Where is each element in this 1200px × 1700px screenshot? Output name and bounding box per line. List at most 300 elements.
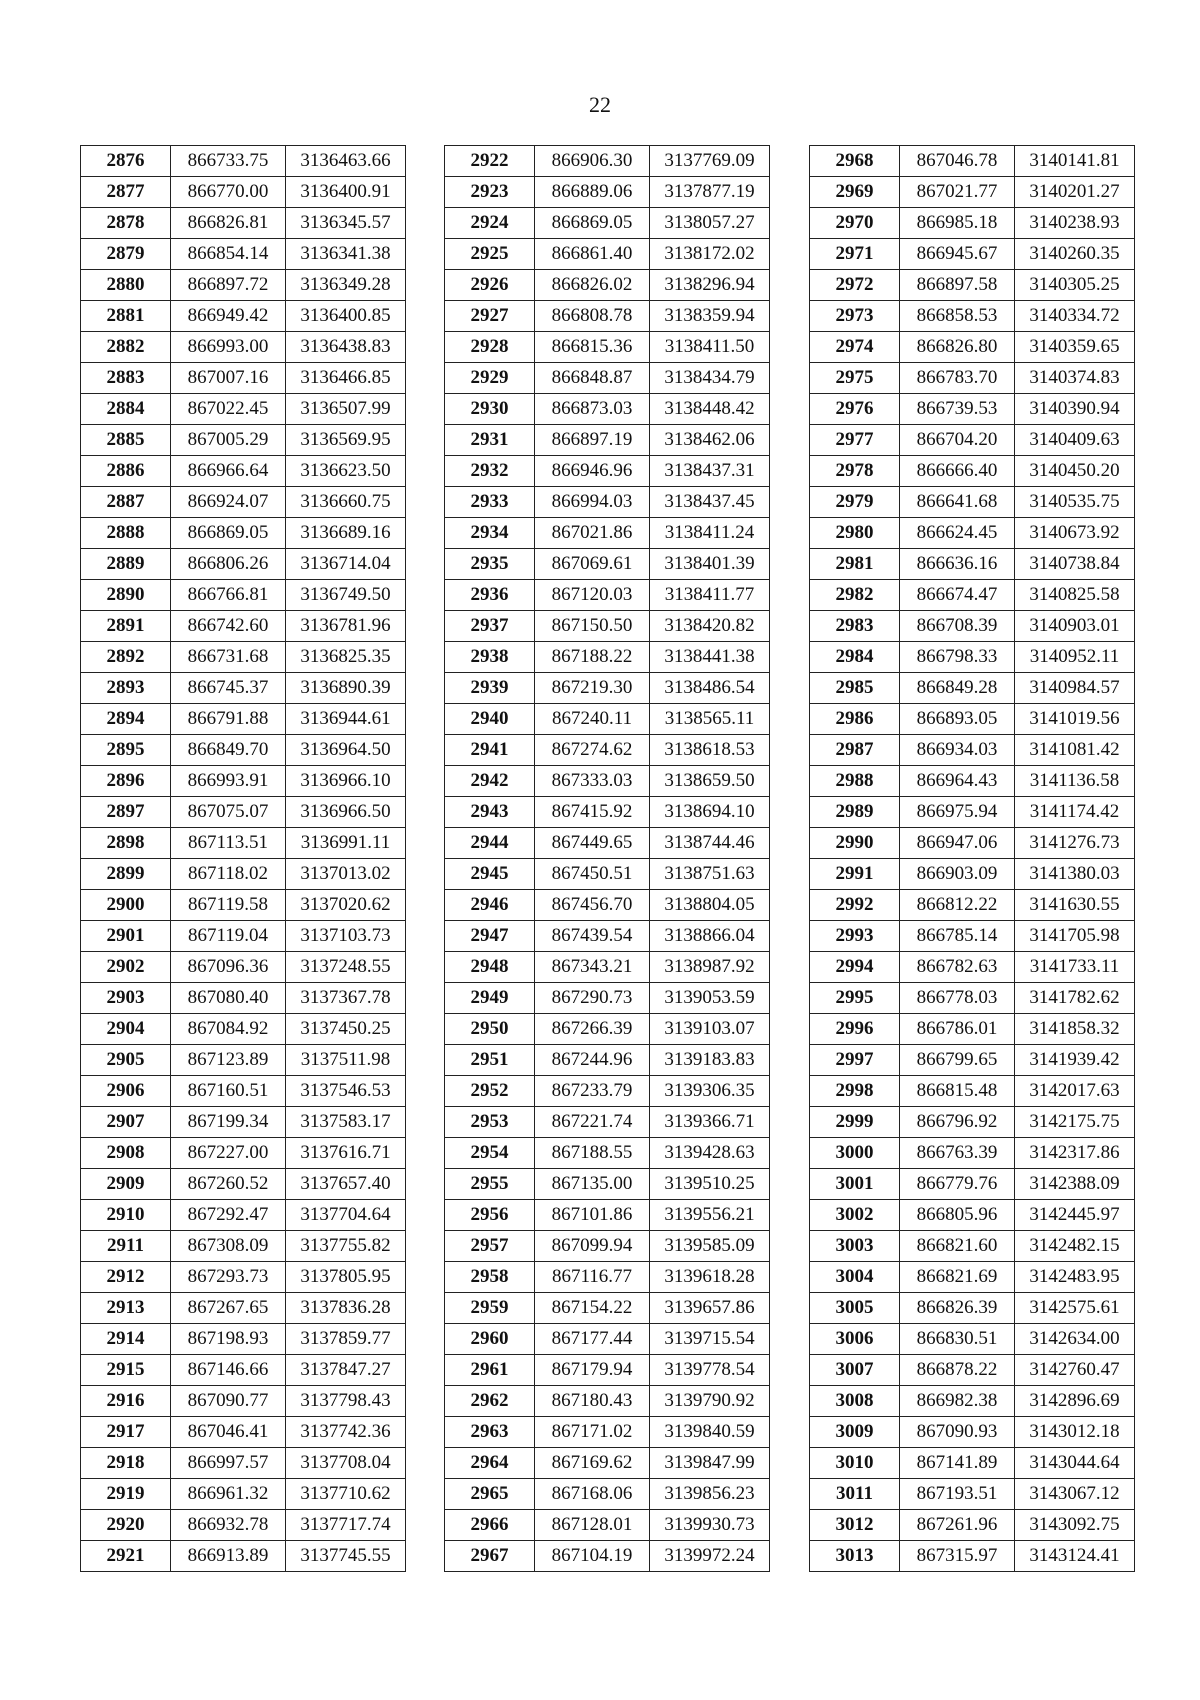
coordinate-table-2 [444, 145, 770, 1572]
y-coordinate: 3140450.20 [1015, 456, 1135, 487]
point-number: 3004 [810, 1262, 900, 1293]
table-row [81, 487, 406, 518]
table-row [445, 518, 770, 549]
y-coordinate: 3141174.42 [1015, 797, 1135, 828]
y-coordinate: 3138448.42 [650, 394, 770, 425]
point-number: 2981 [810, 549, 900, 580]
table-row [81, 828, 406, 859]
table-row [81, 177, 406, 208]
y-coordinate: 3139972.24 [650, 1541, 770, 1572]
point-number: 2878 [81, 208, 171, 239]
x-coordinate: 867240.11 [535, 704, 650, 735]
point-number: 2977 [810, 425, 900, 456]
table-row [445, 983, 770, 1014]
x-coordinate: 866906.30 [535, 146, 650, 177]
y-coordinate: 3139183.83 [650, 1045, 770, 1076]
x-coordinate: 866815.36 [535, 332, 650, 363]
x-coordinate: 866889.06 [535, 177, 650, 208]
point-number: 2905 [81, 1045, 171, 1076]
y-coordinate: 3138987.92 [650, 952, 770, 983]
y-coordinate: 3139053.59 [650, 983, 770, 1014]
y-coordinate: 3138462.06 [650, 425, 770, 456]
point-number: 2956 [445, 1200, 535, 1231]
table-row [810, 177, 1135, 208]
point-number: 2913 [81, 1293, 171, 1324]
point-number: 2883 [81, 363, 171, 394]
point-number: 2946 [445, 890, 535, 921]
y-coordinate: 3138359.94 [650, 301, 770, 332]
y-coordinate: 3137546.53 [286, 1076, 406, 1107]
table-row [810, 1510, 1135, 1541]
y-coordinate: 3136438.83 [286, 332, 406, 363]
x-coordinate: 867080.40 [171, 983, 286, 1014]
point-number: 2964 [445, 1448, 535, 1479]
table-row [810, 828, 1135, 859]
x-coordinate: 867169.62 [535, 1448, 650, 1479]
point-number: 2960 [445, 1324, 535, 1355]
table-row [81, 270, 406, 301]
y-coordinate: 3138565.11 [650, 704, 770, 735]
x-coordinate: 867123.89 [171, 1045, 286, 1076]
y-coordinate: 3137745.55 [286, 1541, 406, 1572]
x-coordinate: 867267.65 [171, 1293, 286, 1324]
table-row [445, 797, 770, 828]
y-coordinate: 3141136.58 [1015, 766, 1135, 797]
x-coordinate: 866913.89 [171, 1541, 286, 1572]
y-coordinate: 3136781.96 [286, 611, 406, 642]
y-coordinate: 3139840.59 [650, 1417, 770, 1448]
point-number: 2894 [81, 704, 171, 735]
y-coordinate: 3136345.57 [286, 208, 406, 239]
point-number: 3010 [810, 1448, 900, 1479]
point-number: 2882 [81, 332, 171, 363]
y-coordinate: 3139585.09 [650, 1231, 770, 1262]
x-coordinate: 866945.67 [900, 239, 1015, 270]
x-coordinate: 867146.66 [171, 1355, 286, 1386]
x-coordinate: 867116.77 [535, 1262, 650, 1293]
table-row [81, 611, 406, 642]
table-row [810, 146, 1135, 177]
table-row [810, 518, 1135, 549]
x-coordinate: 867449.65 [535, 828, 650, 859]
point-number: 2997 [810, 1045, 900, 1076]
point-number: 2889 [81, 549, 171, 580]
table-row [81, 1138, 406, 1169]
point-number: 2903 [81, 983, 171, 1014]
x-coordinate: 867084.92 [171, 1014, 286, 1045]
x-coordinate: 866861.40 [535, 239, 650, 270]
y-coordinate: 3140305.25 [1015, 270, 1135, 301]
point-number: 2877 [81, 177, 171, 208]
point-number: 2926 [445, 270, 535, 301]
y-coordinate: 3136944.61 [286, 704, 406, 735]
table-row [81, 1386, 406, 1417]
table-row [81, 921, 406, 952]
point-number: 2993 [810, 921, 900, 952]
y-coordinate: 3141380.03 [1015, 859, 1135, 890]
point-number: 2989 [810, 797, 900, 828]
point-number: 2978 [810, 456, 900, 487]
y-coordinate: 3139778.54 [650, 1355, 770, 1386]
x-coordinate: 866666.40 [900, 456, 1015, 487]
x-coordinate: 867188.55 [535, 1138, 650, 1169]
x-coordinate: 866799.65 [900, 1045, 1015, 1076]
table-row [81, 1324, 406, 1355]
table-row [810, 1479, 1135, 1510]
point-number: 2984 [810, 642, 900, 673]
point-number: 2991 [810, 859, 900, 890]
table-row [445, 270, 770, 301]
x-coordinate: 866826.39 [900, 1293, 1015, 1324]
x-coordinate: 866878.22 [900, 1355, 1015, 1386]
x-coordinate: 866826.02 [535, 270, 650, 301]
point-number: 2976 [810, 394, 900, 425]
x-coordinate: 867260.52 [171, 1169, 286, 1200]
y-coordinate: 3143092.75 [1015, 1510, 1135, 1541]
x-coordinate: 867101.86 [535, 1200, 650, 1231]
x-coordinate: 866821.60 [900, 1231, 1015, 1262]
y-coordinate: 3138618.53 [650, 735, 770, 766]
table-row [81, 704, 406, 735]
x-coordinate: 866641.68 [900, 487, 1015, 518]
x-coordinate: 867188.22 [535, 642, 650, 673]
point-number: 3003 [810, 1231, 900, 1262]
point-number: 3006 [810, 1324, 900, 1355]
point-number: 2938 [445, 642, 535, 673]
table-row [810, 301, 1135, 332]
y-coordinate: 3138172.02 [650, 239, 770, 270]
point-number: 2994 [810, 952, 900, 983]
y-coordinate: 3140201.27 [1015, 177, 1135, 208]
table-row [445, 642, 770, 673]
point-number: 2923 [445, 177, 535, 208]
table-row [445, 1479, 770, 1510]
x-coordinate: 867075.07 [171, 797, 286, 828]
table-row [81, 983, 406, 1014]
table-row [81, 208, 406, 239]
table-row [445, 1510, 770, 1541]
x-coordinate: 866924.07 [171, 487, 286, 518]
table-row [810, 487, 1135, 518]
x-coordinate: 866964.43 [900, 766, 1015, 797]
x-coordinate: 866997.57 [171, 1448, 286, 1479]
x-coordinate: 867135.00 [535, 1169, 650, 1200]
x-coordinate: 867233.79 [535, 1076, 650, 1107]
y-coordinate: 3137877.19 [650, 177, 770, 208]
point-number: 2884 [81, 394, 171, 425]
x-coordinate: 867069.61 [535, 549, 650, 580]
y-coordinate: 3138441.38 [650, 642, 770, 673]
point-number: 3005 [810, 1293, 900, 1324]
table-row [445, 1541, 770, 1572]
y-coordinate: 3140952.11 [1015, 642, 1135, 673]
table-row [81, 735, 406, 766]
x-coordinate: 866975.94 [900, 797, 1015, 828]
point-number: 2939 [445, 673, 535, 704]
table-row [810, 1386, 1135, 1417]
y-coordinate: 3138437.31 [650, 456, 770, 487]
table-row [81, 1014, 406, 1045]
x-coordinate: 867292.47 [171, 1200, 286, 1231]
table-row [445, 146, 770, 177]
table-row [81, 239, 406, 270]
point-number: 2972 [810, 270, 900, 301]
point-number: 2941 [445, 735, 535, 766]
point-number: 3008 [810, 1386, 900, 1417]
point-number: 2952 [445, 1076, 535, 1107]
y-coordinate: 3137717.74 [286, 1510, 406, 1541]
point-number: 2916 [81, 1386, 171, 1417]
y-coordinate: 3137616.71 [286, 1138, 406, 1169]
table-row [445, 828, 770, 859]
point-number: 2908 [81, 1138, 171, 1169]
table-row [810, 642, 1135, 673]
x-coordinate: 867171.02 [535, 1417, 650, 1448]
point-number: 2897 [81, 797, 171, 828]
table-row [445, 1324, 770, 1355]
x-coordinate: 866932.78 [171, 1510, 286, 1541]
point-number: 2919 [81, 1479, 171, 1510]
y-coordinate: 3140334.72 [1015, 301, 1135, 332]
table-row [810, 270, 1135, 301]
table-row [81, 1448, 406, 1479]
y-coordinate: 3138694.10 [650, 797, 770, 828]
point-number: 2898 [81, 828, 171, 859]
table-row [445, 394, 770, 425]
x-coordinate: 866897.19 [535, 425, 650, 456]
table-row [810, 239, 1135, 270]
x-coordinate: 866779.76 [900, 1169, 1015, 1200]
y-coordinate: 3136623.50 [286, 456, 406, 487]
point-number: 3001 [810, 1169, 900, 1200]
y-coordinate: 3141733.11 [1015, 952, 1135, 983]
x-coordinate: 866708.39 [900, 611, 1015, 642]
x-coordinate: 866815.48 [900, 1076, 1015, 1107]
table-row [445, 301, 770, 332]
x-coordinate: 866869.05 [535, 208, 650, 239]
y-coordinate: 3141939.42 [1015, 1045, 1135, 1076]
y-coordinate: 3136890.39 [286, 673, 406, 704]
x-coordinate: 867090.93 [900, 1417, 1015, 1448]
x-coordinate: 866766.81 [171, 580, 286, 611]
table-row [445, 673, 770, 704]
point-number: 2986 [810, 704, 900, 735]
x-coordinate: 867046.78 [900, 146, 1015, 177]
table-row [445, 1014, 770, 1045]
x-coordinate: 866624.45 [900, 518, 1015, 549]
point-number: 2973 [810, 301, 900, 332]
y-coordinate: 3142482.15 [1015, 1231, 1135, 1262]
point-number: 3000 [810, 1138, 900, 1169]
point-number: 2896 [81, 766, 171, 797]
point-number: 2928 [445, 332, 535, 363]
table-row [810, 1107, 1135, 1138]
table-row [810, 1355, 1135, 1386]
x-coordinate: 866778.03 [900, 983, 1015, 1014]
point-number: 2915 [81, 1355, 171, 1386]
point-number: 2982 [810, 580, 900, 611]
table-row [81, 1107, 406, 1138]
x-coordinate: 867128.01 [535, 1510, 650, 1541]
x-coordinate: 866763.39 [900, 1138, 1015, 1169]
y-coordinate: 3137020.62 [286, 890, 406, 921]
point-number: 2893 [81, 673, 171, 704]
x-coordinate: 867160.51 [171, 1076, 286, 1107]
point-number: 2892 [81, 642, 171, 673]
page-number: 22 [589, 92, 611, 117]
y-coordinate: 3137755.82 [286, 1231, 406, 1262]
x-coordinate: 866704.20 [900, 425, 1015, 456]
x-coordinate: 867456.70 [535, 890, 650, 921]
point-number: 2965 [445, 1479, 535, 1510]
point-number: 2968 [810, 146, 900, 177]
x-coordinate: 866946.96 [535, 456, 650, 487]
point-number: 3007 [810, 1355, 900, 1386]
point-number: 2969 [810, 177, 900, 208]
y-coordinate: 3142575.61 [1015, 1293, 1135, 1324]
x-coordinate: 866796.92 [900, 1107, 1015, 1138]
x-coordinate: 866739.53 [900, 394, 1015, 425]
table-row [81, 1479, 406, 1510]
table-row [810, 549, 1135, 580]
x-coordinate: 866636.16 [900, 549, 1015, 580]
x-coordinate: 866985.18 [900, 208, 1015, 239]
x-coordinate: 867199.34 [171, 1107, 286, 1138]
x-coordinate: 867099.94 [535, 1231, 650, 1262]
y-coordinate: 3136991.11 [286, 828, 406, 859]
x-coordinate: 866897.72 [171, 270, 286, 301]
y-coordinate: 3137798.43 [286, 1386, 406, 1417]
x-coordinate: 867096.36 [171, 952, 286, 983]
point-number: 2933 [445, 487, 535, 518]
x-coordinate: 867177.44 [535, 1324, 650, 1355]
x-coordinate: 867227.00 [171, 1138, 286, 1169]
y-coordinate: 3142017.63 [1015, 1076, 1135, 1107]
point-number: 2950 [445, 1014, 535, 1045]
y-coordinate: 3139103.07 [650, 1014, 770, 1045]
table-row [81, 1417, 406, 1448]
x-coordinate: 867274.62 [535, 735, 650, 766]
table-row [445, 239, 770, 270]
point-number: 2890 [81, 580, 171, 611]
table-row [81, 859, 406, 890]
x-coordinate: 866786.01 [900, 1014, 1015, 1045]
table-row [445, 611, 770, 642]
x-coordinate: 867141.89 [900, 1448, 1015, 1479]
y-coordinate: 3143044.64 [1015, 1448, 1135, 1479]
table-row [445, 859, 770, 890]
table-row [81, 890, 406, 921]
table-row [810, 394, 1135, 425]
x-coordinate: 867154.22 [535, 1293, 650, 1324]
y-coordinate: 3138434.79 [650, 363, 770, 394]
table-row [445, 704, 770, 735]
table-row [81, 425, 406, 456]
point-number: 2925 [445, 239, 535, 270]
x-coordinate: 867021.86 [535, 518, 650, 549]
y-coordinate: 3138744.46 [650, 828, 770, 859]
point-number: 2935 [445, 549, 535, 580]
table-row [810, 1076, 1135, 1107]
table-row [810, 1293, 1135, 1324]
table-row [810, 1448, 1135, 1479]
x-coordinate: 866947.06 [900, 828, 1015, 859]
y-coordinate: 3140738.84 [1015, 549, 1135, 580]
table-row [810, 332, 1135, 363]
y-coordinate: 3140825.58 [1015, 580, 1135, 611]
y-coordinate: 3139306.35 [650, 1076, 770, 1107]
y-coordinate: 3141705.98 [1015, 921, 1135, 952]
x-coordinate: 866826.80 [900, 332, 1015, 363]
table-row [81, 952, 406, 983]
x-coordinate: 867415.92 [535, 797, 650, 828]
point-number: 2955 [445, 1169, 535, 1200]
x-coordinate: 867293.73 [171, 1262, 286, 1293]
table-row [81, 1200, 406, 1231]
table-row [810, 673, 1135, 704]
y-coordinate: 3137583.17 [286, 1107, 406, 1138]
y-coordinate: 3138659.50 [650, 766, 770, 797]
y-coordinate: 3140238.93 [1015, 208, 1135, 239]
x-coordinate: 866849.28 [900, 673, 1015, 704]
table-row [810, 580, 1135, 611]
table-row [445, 1169, 770, 1200]
x-coordinate: 866830.51 [900, 1324, 1015, 1355]
y-coordinate: 3142388.09 [1015, 1169, 1135, 1200]
point-number: 2970 [810, 208, 900, 239]
y-coordinate: 3138411.50 [650, 332, 770, 363]
table-row [81, 642, 406, 673]
table-row [81, 146, 406, 177]
y-coordinate: 3142483.95 [1015, 1262, 1135, 1293]
table-row [445, 208, 770, 239]
point-number: 2948 [445, 952, 535, 983]
y-coordinate: 3139556.21 [650, 1200, 770, 1231]
y-coordinate: 3136400.85 [286, 301, 406, 332]
table-row [445, 1448, 770, 1479]
y-coordinate: 3136749.50 [286, 580, 406, 611]
table-row [810, 363, 1135, 394]
point-number: 2888 [81, 518, 171, 549]
table-row [445, 1355, 770, 1386]
x-coordinate: 866961.32 [171, 1479, 286, 1510]
y-coordinate: 3138411.77 [650, 580, 770, 611]
x-coordinate: 867180.43 [535, 1386, 650, 1417]
x-coordinate: 866812.22 [900, 890, 1015, 921]
point-number: 2958 [445, 1262, 535, 1293]
point-number: 2996 [810, 1014, 900, 1045]
table-row [445, 1417, 770, 1448]
y-coordinate: 3137704.64 [286, 1200, 406, 1231]
point-number: 2979 [810, 487, 900, 518]
y-coordinate: 3141630.55 [1015, 890, 1135, 921]
table-row [810, 952, 1135, 983]
table-row [445, 735, 770, 766]
y-coordinate: 3137742.36 [286, 1417, 406, 1448]
table-row [445, 1231, 770, 1262]
y-coordinate: 3141782.62 [1015, 983, 1135, 1014]
x-coordinate: 867022.45 [171, 394, 286, 425]
point-number: 2942 [445, 766, 535, 797]
table-row [810, 797, 1135, 828]
x-coordinate: 866993.00 [171, 332, 286, 363]
point-number: 2929 [445, 363, 535, 394]
point-number: 2940 [445, 704, 535, 735]
point-number: 2988 [810, 766, 900, 797]
y-coordinate: 3143012.18 [1015, 1417, 1135, 1448]
table-row [810, 859, 1135, 890]
point-number: 2985 [810, 673, 900, 704]
